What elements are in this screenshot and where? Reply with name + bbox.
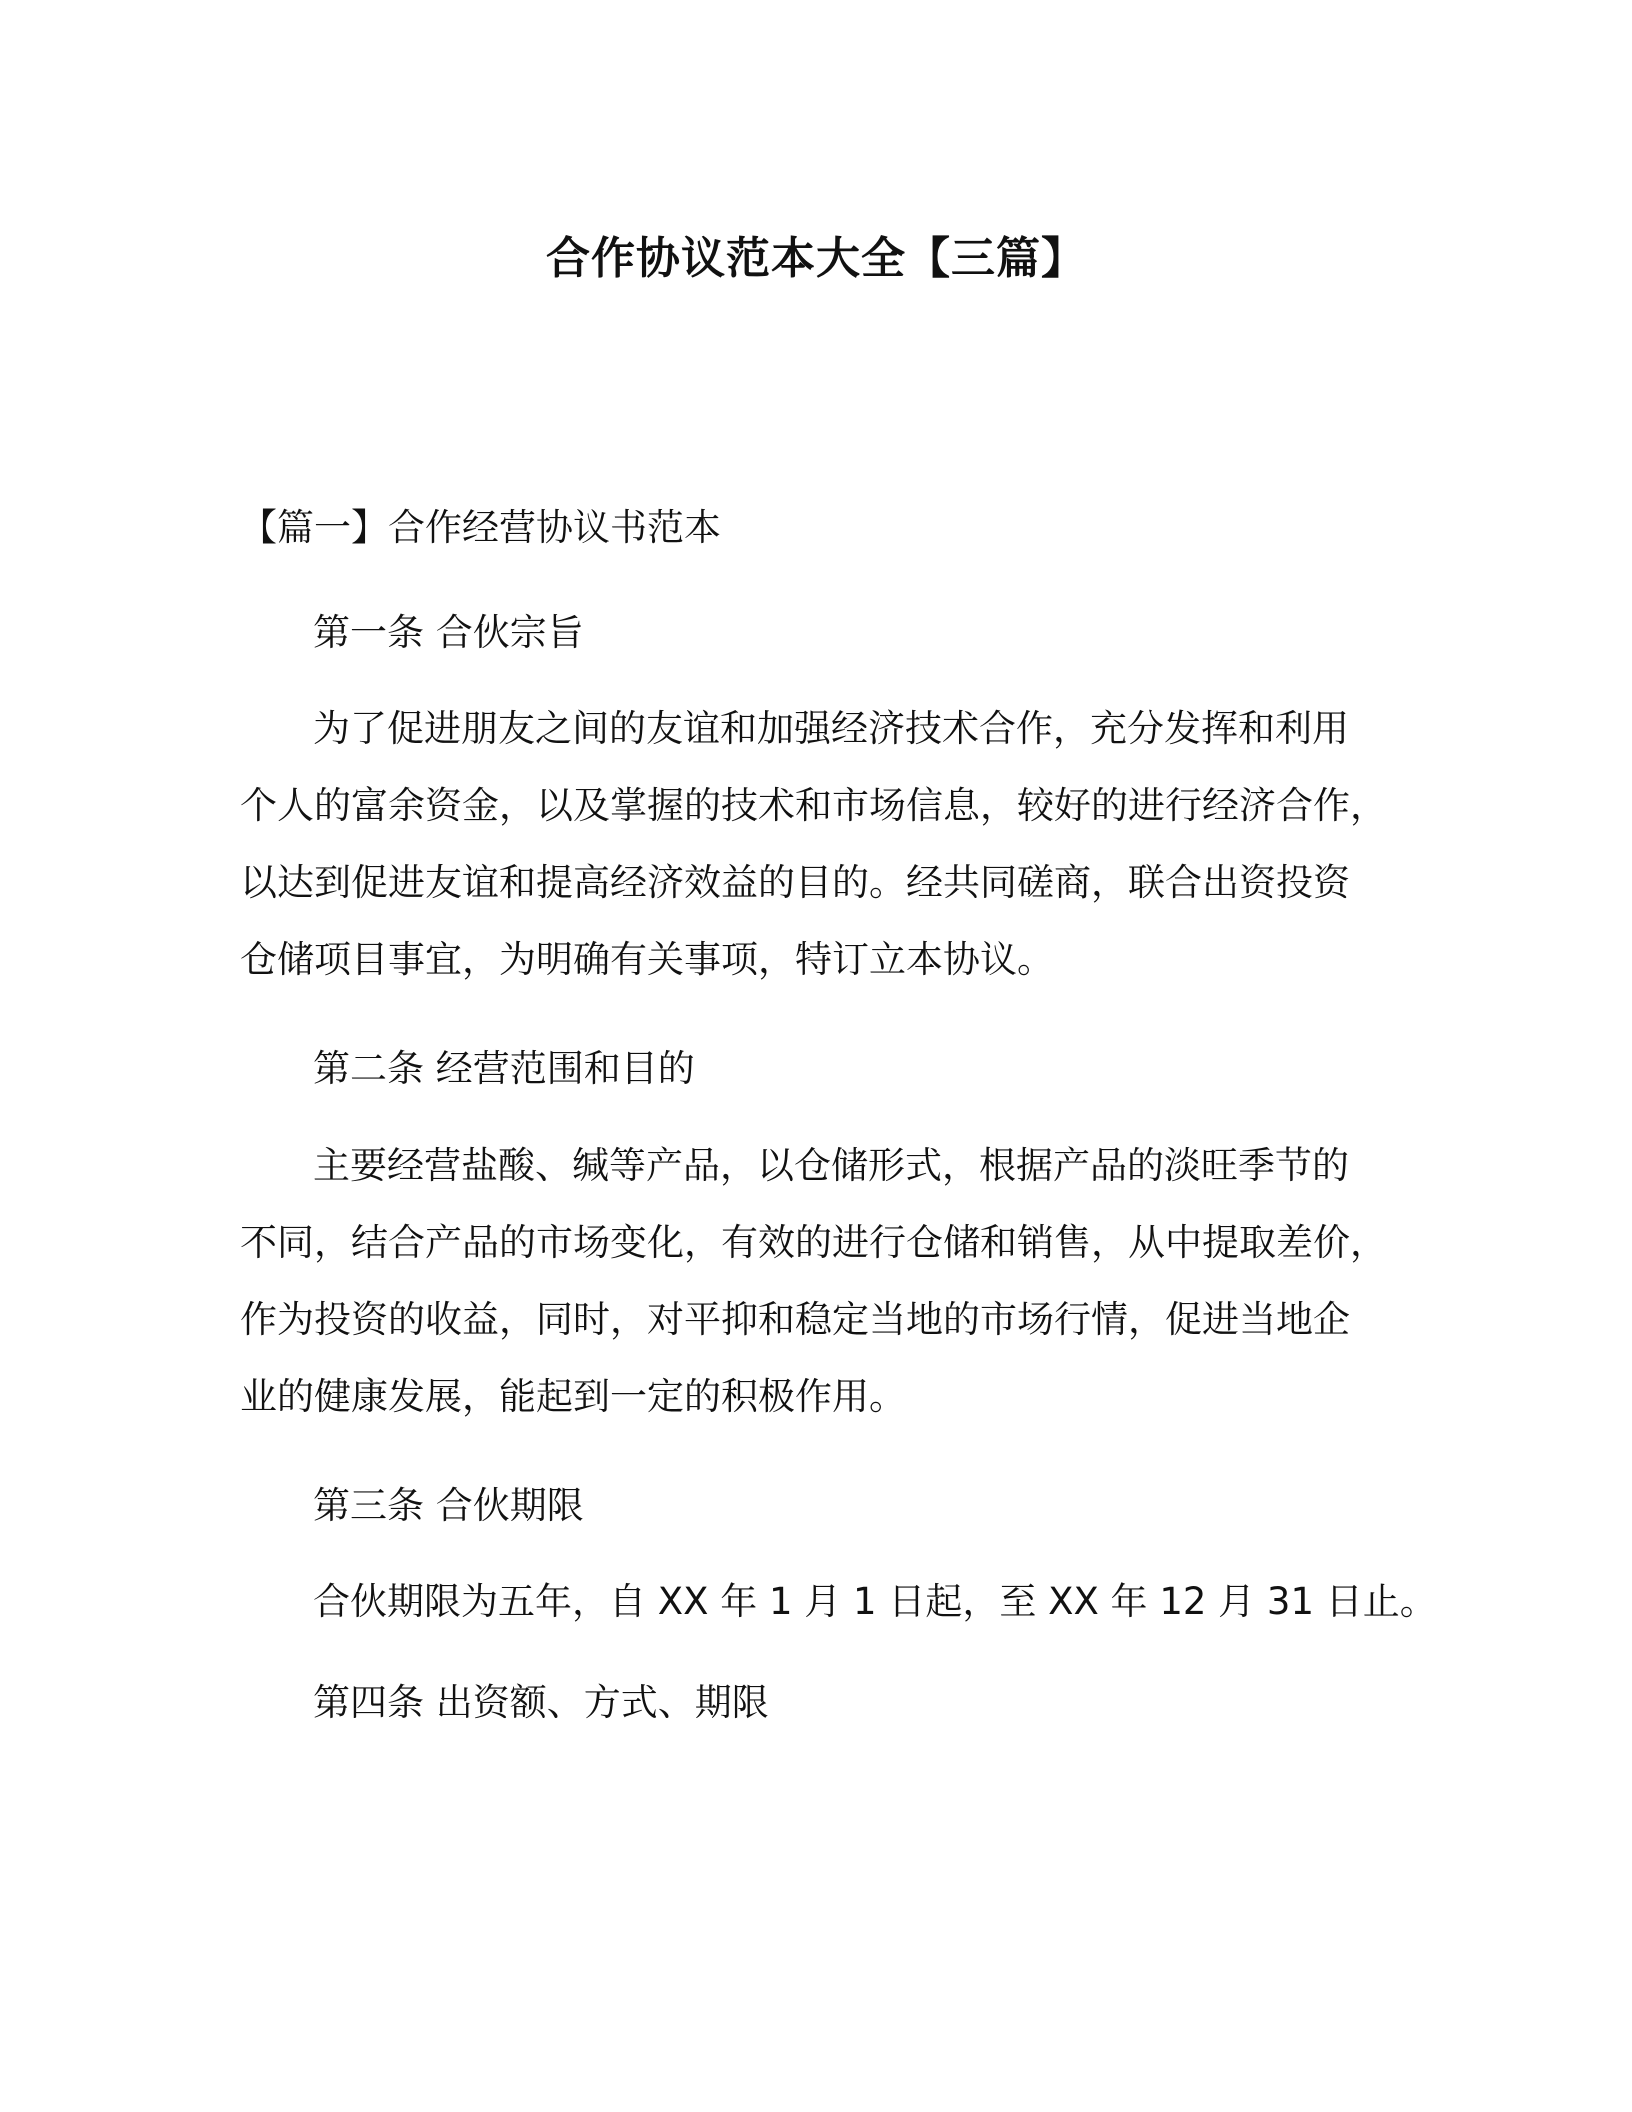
article-2-line: 不同，结合产品的市场变化，有效的进行仓储和销售，从中提取差价， — [240, 1221, 1387, 1264]
article-1-line: 个人的富余资金，以及掌握的技术和市场信息，较好的进行经济合作， — [240, 784, 1387, 827]
article-2-line: 主要经营盐酸、缄等产品，以仓储形式，根据产品的淡旺季节的 — [313, 1144, 1349, 1187]
article-2-line: 业的健康发展，能起到一定的积极作用。 — [240, 1375, 906, 1418]
article-2-body — [240, 1127, 1400, 1435]
section-heading: 【篇一】合作经营协议书范本 — [240, 506, 721, 549]
article-2-heading: 第二条 经营范围和目的 — [313, 1047, 695, 1090]
article-4-heading: 第四条 出资额、方式、期限 — [313, 1681, 769, 1724]
article-3-heading: 第三条 合伙期限 — [313, 1484, 584, 1527]
article-1-line: 以达到促进友谊和提高经济效益的目的。经共同磋商，联合出资投资 — [240, 861, 1350, 904]
article-1-heading: 第一条 合伙宗旨 — [313, 611, 584, 654]
article-1-line: 为了促进朋友之间的友谊和加强经济技术合作，充分发挥和利用 — [313, 707, 1349, 750]
article-1-body — [240, 690, 1400, 998]
article-3-text: 合伙期限为五年，自 XX 年 1 月 1 日起，至 XX 年 12 月 31 日止。 — [313, 1580, 1437, 1623]
article-2-line: 作为投资的收益，同时，对平抑和稳定当地的市场行情，促进当地企 — [240, 1298, 1350, 1341]
article-1-line: 仓储项目事宜，为明确有关事项，特订立本协议。 — [240, 938, 1054, 981]
document-title: 合作协议范本大全【三篇】 — [546, 233, 1086, 284]
